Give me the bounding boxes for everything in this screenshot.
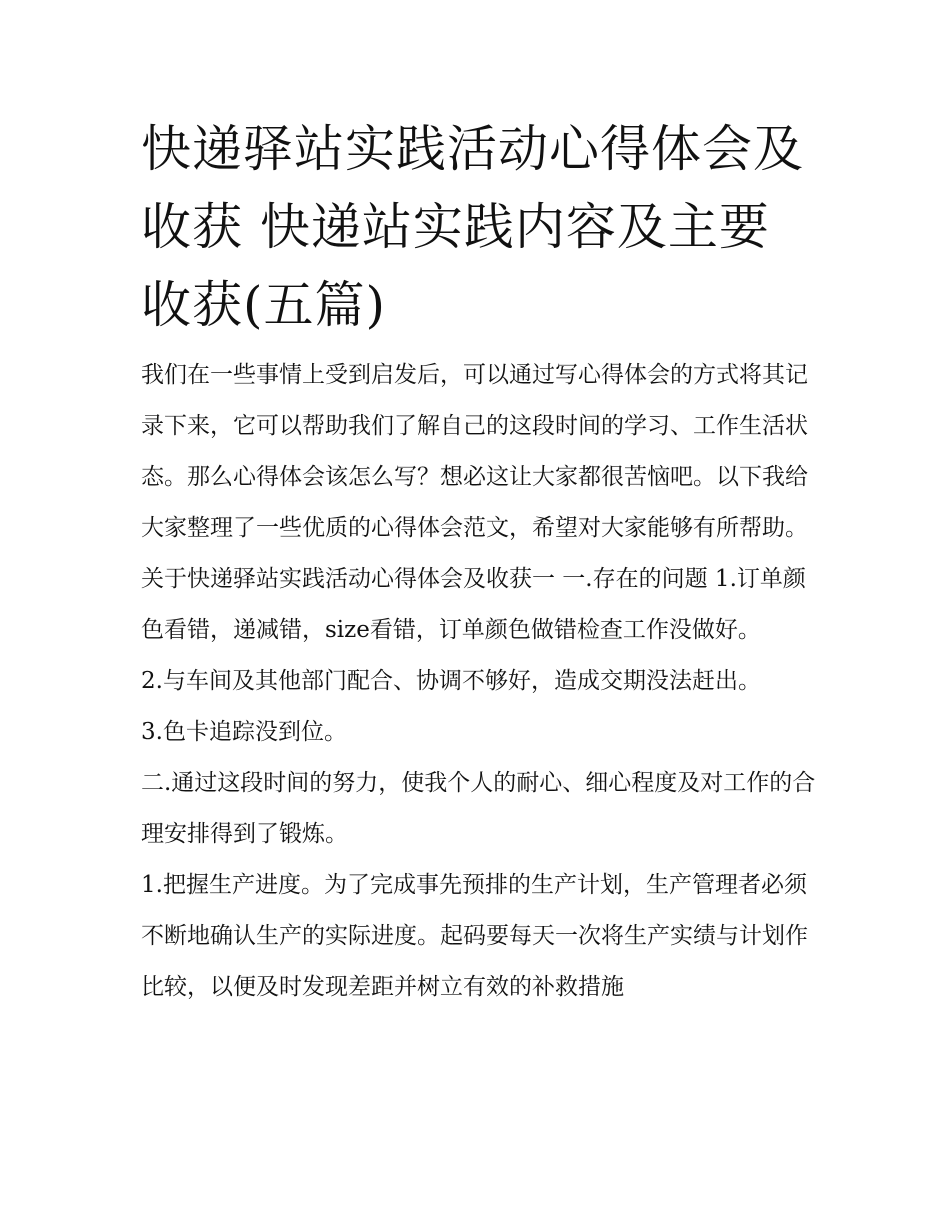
- paragraph-item-3: 3.色卡追踪没到位。: [141, 719, 347, 745]
- paragraph-progress: 1.把握生产进度。为了完成事先预排的生产计划，生产管理者必须不断地确认生产的实际进度。起码要每天一次将生产实绩与计划作比较，以便及时发现差距并树立有效的补救措施: [141, 872, 808, 1000]
- document-title: 快递驿站实践活动心得体会及收获 快递站实践内容及主要收获(五篇): [141, 120, 804, 334]
- paragraph-item-2: 2.与车间及其他部门配合、协调不够好，造成交期没法赶出。: [141, 668, 761, 694]
- paragraph-problems: 关于快递驿站实践活动心得体会及收获一 一.存在的问题 1.订单颜色看错，递减错，size看错，订单颜色做错检查工作没做好。: [141, 566, 806, 643]
- paragraph-section-2: 二.通过这段时间的努力，使我个人的耐心、细心程度及对工作的合理安排得到了锻炼。: [141, 770, 816, 847]
- document-page: [141, 110, 816, 1013]
- paragraph-intro: 我们在一些事情上受到启发后，可以通过写心得体会的方式将其记录下来，它可以帮助我们了解自己的这段时间的学习、工作生活状态。那么心得体会该怎么写？想必这让大家都很苦恼吧。以下我给大家整理了一些优质的心得体会范文，希望对大家能够有所帮助。: [141, 362, 808, 541]
- document-body: [141, 350, 816, 1013]
